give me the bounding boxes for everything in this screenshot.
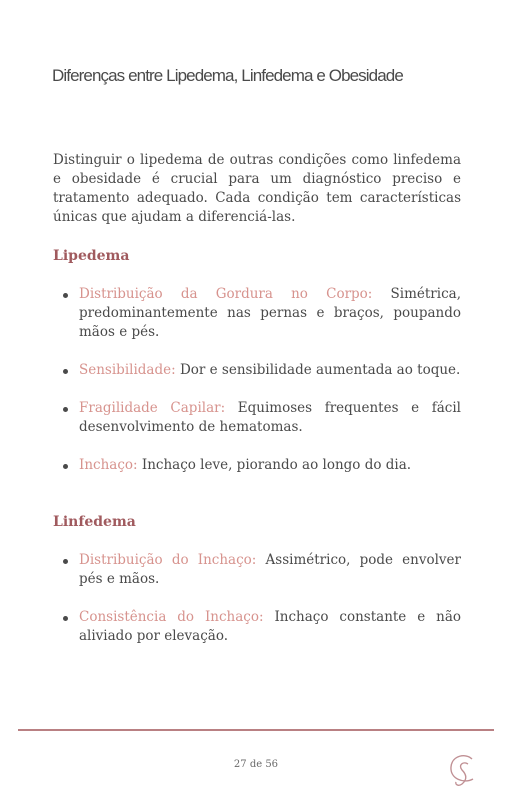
list-item xyxy=(53,456,461,475)
list-item xyxy=(53,399,461,437)
item-term: Inchaço: xyxy=(79,457,138,473)
section-heading-linfedema: Linfedema xyxy=(53,514,136,530)
footer-divider xyxy=(18,729,494,731)
list-item xyxy=(53,551,461,589)
item-description: Inchaço leve, piorando ao longo do dia. xyxy=(137,457,412,473)
linfedema-list xyxy=(53,551,461,665)
page-title: Diferenças entre Lipedema, Linfedema e Obesidade xyxy=(52,66,403,85)
section-heading-lipedema: Lipedema xyxy=(53,248,130,264)
item-term: Sensibilidade: xyxy=(79,362,176,378)
intro-paragraph: Distinguir o lipedema de outras condições como linfedema e obesidade é crucial para um diagnóstico preciso e tratamento adequado. Cada condição tem características únicas que ajudam a diferenciá-las. xyxy=(53,152,461,225)
list-item xyxy=(53,361,461,380)
list-item xyxy=(53,608,461,646)
item-term: Distribuição da Gordura no Corpo: xyxy=(79,286,373,302)
item-term: Consistência do Inchaço: xyxy=(79,609,264,625)
item-description: Inchaço constante e não aliviado por elevação. xyxy=(79,609,461,644)
lipedema-list xyxy=(53,285,461,494)
item-description: Simétrica, predominantemente nas pernas e braços, poupando mãos e pés. xyxy=(79,286,461,340)
item-description: Equimoses frequentes e fácil desenvolvimento de hematomas. xyxy=(79,400,461,435)
item-description: Dor e sensibilidade aumentada ao toque. xyxy=(175,362,461,378)
list-item xyxy=(53,285,461,342)
page-number: 27 de 56 xyxy=(233,759,279,770)
item-term: Fragilidade Capilar: xyxy=(79,400,226,416)
item-term: Distribuição do Inchaço: xyxy=(79,552,257,568)
cs-monogram-logo-icon xyxy=(446,753,478,789)
item-description: Assimétrico, pode envolver pés e mãos. xyxy=(79,552,462,587)
